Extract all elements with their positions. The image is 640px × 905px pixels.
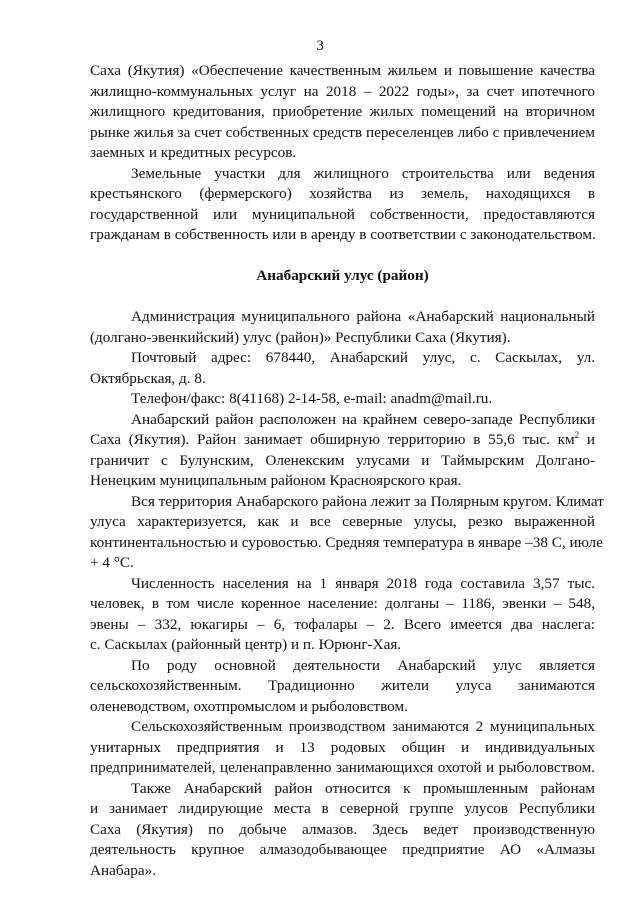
text-line: (долгано-эвенкийский) улус (район)» Республики Саха (Якутия). (90, 328, 511, 346)
text-line: оленеводством, охотпромыслом и рыболовством. (90, 697, 408, 715)
text-line: Анабара». (90, 861, 157, 879)
text-line: Октябрьская, д. 8. (90, 369, 206, 387)
text-line: Почтовый адрес: 678440, Анабарский улус, с. Саскылах, ул. (131, 349, 595, 366)
text-line: Сельскохозяйственным производством занимаются 2 муниципальных (131, 718, 595, 735)
text-line: деятельность крупное алмазодобывающее предприятие АО «Алмазы (90, 841, 595, 858)
text-line: Также Анабарский район относится к промышленным районам (131, 779, 595, 797)
text-line: Ненецким муниципальным районом Красноярского края. (90, 472, 462, 489)
text-line: сельскохозяйственным. Традиционно жители улуса занимаются (90, 677, 595, 694)
text-line: Саха (Якутия) «Обеспечение качественным жильем и повышение качества (90, 62, 595, 79)
text-line: улуса характеризуется, как и все северные улусы, резко выраженной (90, 513, 595, 530)
text-line: и занимает лидирующие места в северной группе улусов Республики (90, 800, 595, 817)
text-line: заемных и кредитных ресурсов. (90, 144, 297, 161)
superscript: 2 (574, 429, 580, 440)
text-line: унитарных предприятия и 13 родовых общин и индивидуальных (90, 738, 595, 756)
text-line: жилищного кредитования, приобретение жилых помещений на вторичном (90, 103, 595, 120)
text-line: Вся территория Анабарского района лежит за Полярным кругом. Климат (131, 492, 604, 510)
text-line (90, 430, 595, 451)
text-line: человек, в том числе коренное население: долганы – 1186, эвенки – 548, (90, 595, 595, 612)
text-line: государственной или муниципальной собственности, предоставляются (90, 205, 595, 223)
text-line: По роду основной деятельности Анабарский улус является (131, 656, 595, 674)
text-fragment: и (579, 431, 595, 448)
text-line: эвены – 332, юкагиры – 6, тофалары – 2. Всего имеется два наслега: (90, 615, 595, 633)
text-line: Саха (Якутия) по добыче алмазов. Здесь ведет производственную (90, 820, 595, 838)
page-number: 3 (316, 37, 324, 54)
text-line: жилищно-коммунальных услуг на 2018 – 2022 годы», за счет ипотечного (90, 82, 595, 100)
text-line: предпринимателей, целенаправленно занимающихся охотой и рыболовством. (90, 759, 595, 776)
text-line: континентальностью и суровостью. Средняя температура в январе –38 С, июле (90, 533, 603, 551)
text-line: Телефон/факс: 8(41168) 2-14-58, e-mail: anadm@mail.ru. (131, 390, 493, 407)
text-line: крестьянского (фермерского) хозяйства из земель, находящихся в (90, 185, 595, 202)
text-line: рынке жилья за счет собственных средств переселенцев либо с привлечением (90, 123, 595, 141)
text-line: Земельные участки для жилищного строительства или ведения (131, 164, 595, 182)
text-fragment: Саха (Якутия). Район занимает обширную территорию в 55,6 тыс. км (90, 431, 575, 448)
text-line: Анабарский район расположен на крайнем северо-западе Республики (131, 410, 595, 428)
text-line: гражданам в собственность или в аренду в соответствии с законодательством. (90, 226, 596, 243)
text-line: Численность населения на 1 января 2018 года составила 3,57 тыс. (131, 574, 595, 592)
text-line: граничит с Булунским, Оленекским улусами и Таймырским Долгано- (90, 451, 595, 469)
text-line: Администрация муниципального района «Анабарский национальный (131, 308, 595, 325)
section-heading: Анабарский улус (район) (256, 267, 429, 284)
text-line: с. Саскылах (районный центр) и п. Юрюнг-Хая. (90, 636, 402, 653)
text-line: + 4 °С. (90, 554, 134, 571)
